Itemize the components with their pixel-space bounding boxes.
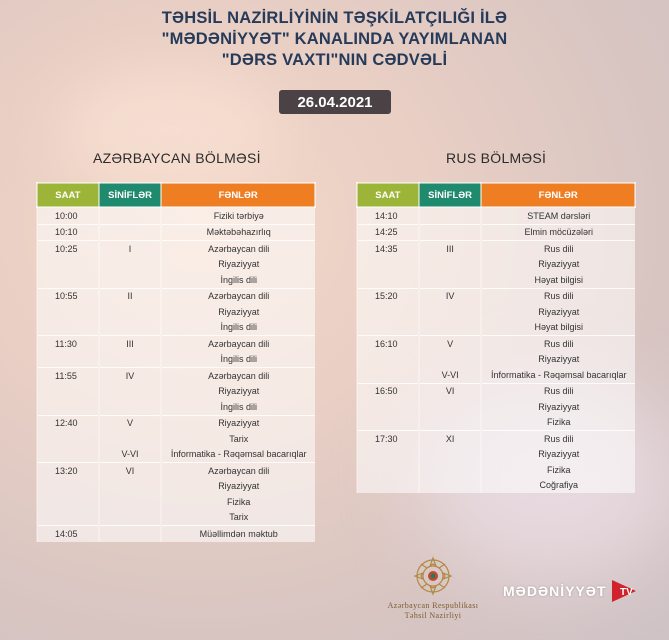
subject-cell: Riyaziyyat: [481, 257, 635, 273]
subject-cell: İngilis dili: [161, 272, 315, 288]
subject-cell: İnformatika - Rəqəmsal bacarıqlar: [161, 447, 315, 463]
time-cell: [357, 478, 419, 494]
subject-cell: Rus dili: [481, 431, 635, 447]
channel-badge-text: TV: [619, 587, 633, 598]
title-line-3: "DƏRS VAXTI"NIN CƏDVƏLİ: [221, 51, 448, 69]
class-cell: I: [99, 241, 162, 257]
subject-cell: Rus dili: [481, 288, 635, 304]
column-header-subject: FƏNLƏR: [161, 183, 315, 207]
time-cell: [357, 462, 419, 478]
time-cell: [37, 510, 99, 526]
ministry-emblem-icon: [412, 555, 454, 597]
time-cell: [37, 431, 99, 447]
table-row: [357, 462, 635, 478]
time-cell: [37, 320, 99, 336]
table-row: [357, 272, 635, 288]
ru-schedule-table: [356, 182, 636, 493]
class-cell: II: [99, 288, 162, 304]
column-header-subject: FƏNLƏR: [481, 183, 635, 207]
class-cell: [99, 304, 162, 320]
class-cell: [419, 272, 482, 288]
time-cell: [37, 479, 99, 495]
table-row: [37, 479, 315, 495]
time-cell: [37, 399, 99, 415]
subject-cell: Fizika: [161, 494, 315, 510]
table-row: [357, 383, 635, 399]
background-blur: [60, 70, 280, 190]
table-row: [357, 304, 635, 320]
time-cell: 10:00: [37, 207, 99, 224]
ministry-logo: [378, 555, 488, 621]
subject-cell: İngilis dili: [161, 320, 315, 336]
table-row: [37, 368, 315, 384]
page-title: [0, 8, 669, 71]
table-row: [37, 384, 315, 400]
class-cell: [419, 320, 482, 336]
time-cell: 15:20: [357, 288, 419, 304]
class-cell: [99, 384, 162, 400]
subject-cell: Riyaziyyat: [161, 384, 315, 400]
time-cell: [37, 272, 99, 288]
time-cell: 11:55: [37, 368, 99, 384]
subject-cell: Azərbaycan dili: [161, 241, 315, 257]
subject-cell: İngilis dili: [161, 352, 315, 368]
table-row: [357, 367, 635, 383]
table-row: [37, 207, 315, 224]
table-row: [37, 510, 315, 526]
time-cell: [357, 320, 419, 336]
class-cell: [99, 272, 162, 288]
class-cell: [419, 478, 482, 494]
subject-cell: Fizika: [481, 462, 635, 478]
ministry-name-line-1: Azərbaycan Respublikası: [387, 601, 479, 610]
class-cell: XI: [419, 431, 482, 447]
table-row: [37, 526, 315, 542]
table-row: [37, 288, 315, 304]
time-cell: [357, 399, 419, 415]
subject-cell: Tarix: [161, 431, 315, 447]
table-row: [37, 241, 315, 257]
class-cell: [99, 431, 162, 447]
table-row: [357, 415, 635, 431]
class-cell: VI: [99, 463, 162, 479]
time-cell: 14:10: [357, 207, 419, 224]
table-row: [37, 463, 315, 479]
table-row: [357, 288, 635, 304]
time-cell: 10:25: [37, 241, 99, 257]
class-cell: V: [99, 415, 162, 431]
az-schedule-table: [36, 182, 316, 542]
subject-cell: Riyaziyyat: [161, 257, 315, 273]
subject-cell: Tarix: [161, 510, 315, 526]
class-cell: [99, 257, 162, 273]
class-cell: [419, 257, 482, 273]
subject-cell: Rus dili: [481, 241, 635, 257]
subject-cell: Həyat bilgisi: [481, 320, 635, 336]
channel-name: MƏDƏNİYYƏT: [503, 583, 607, 599]
time-cell: [37, 447, 99, 463]
channel-logo: [503, 578, 638, 604]
table-row: [37, 352, 315, 368]
subject-cell: Fiziki tərbiyə: [161, 207, 315, 224]
class-cell: [419, 415, 482, 431]
class-cell: [419, 224, 482, 241]
time-cell: 14:05: [37, 526, 99, 542]
class-cell: V-VI: [99, 447, 162, 463]
time-cell: [37, 352, 99, 368]
subject-cell: İngilis dili: [161, 399, 315, 415]
subject-cell: Riyaziyyat: [161, 479, 315, 495]
table-row: [37, 415, 315, 431]
az-section-title: AZƏRBAYCAN BÖLMƏSİ: [93, 150, 261, 166]
class-cell: [419, 207, 482, 224]
column-header-class: SİNİFLƏR: [99, 183, 162, 207]
time-cell: [357, 257, 419, 273]
class-cell: [99, 479, 162, 495]
column-header-time: SAAT: [357, 183, 419, 207]
time-cell: 10:55: [37, 288, 99, 304]
time-cell: 13:20: [37, 463, 99, 479]
subject-cell: Rus dili: [481, 383, 635, 399]
time-cell: 16:10: [357, 336, 419, 352]
table-row: [357, 257, 635, 273]
title-line-1: TƏHSİL NAZİRLİYİNİN TƏŞKİLATÇILIĞI İLƏ: [161, 9, 508, 27]
time-cell: 14:25: [357, 224, 419, 241]
column-header-time: SAAT: [37, 183, 99, 207]
class-cell: [99, 494, 162, 510]
class-cell: IV: [419, 288, 482, 304]
class-cell: III: [99, 336, 162, 352]
subject-cell: İnformatika - Rəqəmsal bacarıqlar: [481, 367, 635, 383]
table-row: [357, 478, 635, 494]
subject-cell: Həyat bilgisi: [481, 272, 635, 288]
class-cell: V-VI: [419, 367, 482, 383]
table-row: [37, 399, 315, 415]
table-row: [357, 399, 635, 415]
time-cell: 16:50: [357, 383, 419, 399]
class-cell: III: [419, 241, 482, 257]
time-cell: 14:35: [357, 241, 419, 257]
time-cell: [357, 304, 419, 320]
subject-cell: Müəllimdən məktub: [161, 526, 315, 542]
table-row: [37, 447, 315, 463]
time-cell: [37, 304, 99, 320]
subject-cell: Riyaziyyat: [161, 415, 315, 431]
table-row: [37, 320, 315, 336]
class-cell: [99, 224, 162, 241]
table-row: [357, 352, 635, 368]
table-row: [357, 447, 635, 463]
table-row: [357, 224, 635, 241]
time-cell: 12:40: [37, 415, 99, 431]
class-cell: VI: [419, 383, 482, 399]
time-cell: [37, 494, 99, 510]
subject-cell: Riyaziyyat: [481, 399, 635, 415]
subject-cell: Məktəbəhazırlıq: [161, 224, 315, 241]
play-tv-icon: [610, 578, 638, 604]
subject-cell: Coğrafiya: [481, 478, 635, 494]
time-cell: 10:10: [37, 224, 99, 241]
subject-cell: Azərbaycan dili: [161, 288, 315, 304]
subject-cell: Riyaziyyat: [481, 304, 635, 320]
table-row: [357, 320, 635, 336]
time-cell: [37, 257, 99, 273]
table-row: [37, 431, 315, 447]
ministry-name-line-2: Təhsil Nazirliyi: [404, 611, 462, 620]
table-row: [357, 431, 635, 447]
class-cell: [99, 352, 162, 368]
time-cell: [37, 384, 99, 400]
table-row: [357, 207, 635, 224]
subject-cell: STEAM dərsləri: [481, 207, 635, 224]
time-cell: [357, 352, 419, 368]
class-cell: [99, 399, 162, 415]
class-cell: V: [419, 336, 482, 352]
subject-cell: Azərbaycan dili: [161, 368, 315, 384]
time-cell: 17:30: [357, 431, 419, 447]
subject-cell: Azərbaycan dili: [161, 463, 315, 479]
class-cell: [99, 207, 162, 224]
table-row: [37, 224, 315, 241]
time-cell: [357, 415, 419, 431]
time-cell: [357, 272, 419, 288]
time-cell: [357, 447, 419, 463]
class-cell: [419, 399, 482, 415]
ru-section-title: RUS BÖLMƏSİ: [446, 150, 547, 166]
class-cell: [99, 526, 162, 542]
class-cell: IV: [99, 368, 162, 384]
class-cell: [419, 352, 482, 368]
class-cell: [419, 447, 482, 463]
table-row: [37, 272, 315, 288]
class-cell: [419, 462, 482, 478]
class-cell: [99, 320, 162, 336]
table-row: [37, 304, 315, 320]
subject-cell: Elmin möcüzələri: [481, 224, 635, 241]
table-row: [37, 336, 315, 352]
subject-cell: Riyaziyyat: [481, 352, 635, 368]
table-row: [37, 494, 315, 510]
title-line-2: "MƏDƏNİYYƏT" KANALINDA YAYIMLANAN: [161, 30, 508, 48]
column-header-class: SİNİFLƏR: [419, 183, 482, 207]
table-row: [357, 336, 635, 352]
az-table-body: [37, 207, 315, 542]
subject-cell: Azərbaycan dili: [161, 336, 315, 352]
class-cell: [419, 304, 482, 320]
table-row: [37, 257, 315, 273]
time-cell: 11:30: [37, 336, 99, 352]
class-cell: [99, 510, 162, 526]
time-cell: [357, 367, 419, 383]
subject-cell: Rus dili: [481, 336, 635, 352]
subject-cell: Riyaziyyat: [161, 304, 315, 320]
subject-cell: Fizika: [481, 415, 635, 431]
table-row: [357, 241, 635, 257]
date-badge: 26.04.2021: [279, 90, 391, 114]
ru-table-body: [357, 207, 635, 493]
subject-cell: Riyaziyyat: [481, 447, 635, 463]
